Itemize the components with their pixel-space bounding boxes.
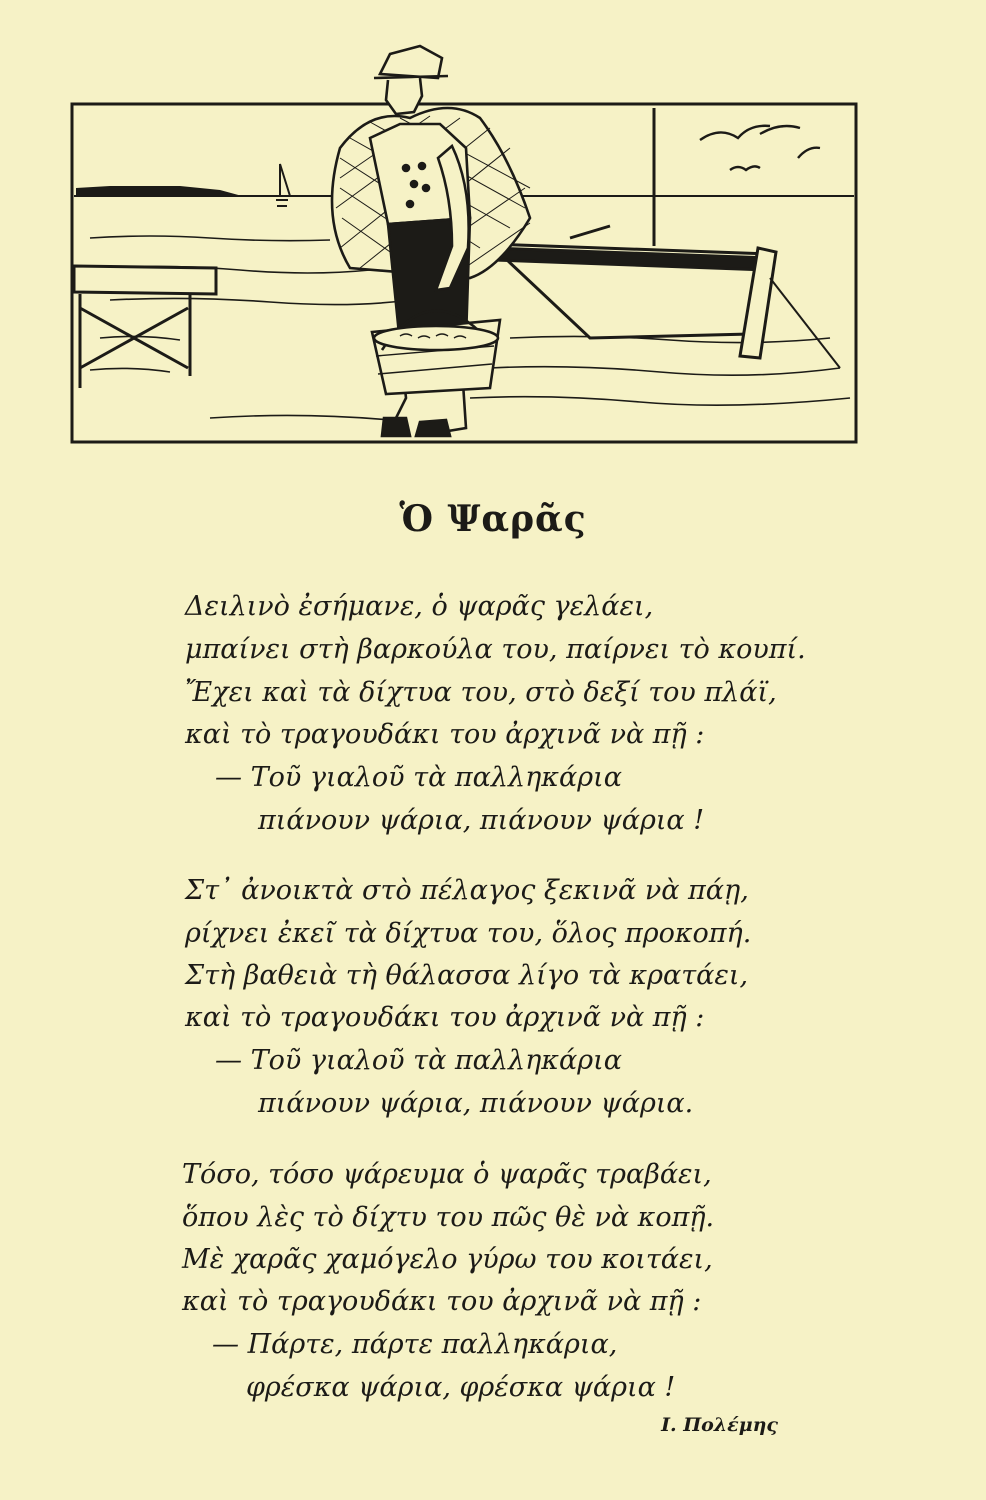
poem-refrain-line: — Τοῦ γιαλοῦ τὰ παλληκάρια bbox=[215, 762, 622, 793]
fisherman-with-net-icon bbox=[70, 38, 860, 446]
poem-title: Ὁ Ψαρᾶς bbox=[399, 498, 587, 540]
poem-refrain-line: — Πάρτε, πάρτε παλληκάρια, bbox=[212, 1329, 618, 1360]
fisherman-illustration bbox=[70, 38, 860, 446]
poem-line: ρίχνει ἐκεῖ τὰ δίχτυα του, ὅλος προκοπή. bbox=[185, 918, 752, 949]
poem-line: Στὴ βαθειὰ τὴ θάλασσα λίγο τὰ κρατάει, bbox=[185, 960, 749, 991]
poem-line: Μὲ χαρᾶς χαμόγελο γύρω του κοιτάει, bbox=[182, 1244, 713, 1275]
poem-line: καὶ τὸ τραγουδάκι του ἀρχινᾶ νὰ πῇ : bbox=[185, 1002, 705, 1033]
poem-refrain-line: — Τοῦ γιαλοῦ τὰ παλληκάρια bbox=[215, 1045, 622, 1076]
poem-refrain-line: πιάνουν ψάρια, πιάνουν ψάρια ! bbox=[258, 805, 705, 836]
poem-line: μπαίνει στὴ βαρκούλα του, παίρνει τὸ κουπί. bbox=[185, 634, 806, 665]
poem-line: Τόσο, τόσο ψάρευμα ὁ ψαρᾶς τραβάει, bbox=[182, 1159, 712, 1190]
poem-refrain-line: φρέσκα ψάρια, φρέσκα ψάρια ! bbox=[246, 1372, 676, 1403]
poem-line: Ἔχει καὶ τὰ δίχτυα του, στὸ δεξί του πλάϊ, bbox=[185, 677, 777, 708]
author-signature: Ι. Πολέμης bbox=[661, 1414, 778, 1436]
poem-line: καὶ τὸ τραγουδάκι του ἀρχινᾶ νὰ πῇ : bbox=[182, 1286, 702, 1317]
poem-refrain-line: πιάνουν ψάρια, πιάνουν ψάρια. bbox=[258, 1088, 694, 1119]
poem-line: Στ᾽ ἀνοικτὰ στὸ πέλαγος ξεκινᾶ νὰ πάῃ, bbox=[185, 875, 749, 906]
poem-line: καὶ τὸ τραγουδάκι του ἀρχινᾶ νὰ πῇ : bbox=[185, 719, 705, 750]
poem-line: ὅπου λὲς τὸ δίχτυ του πῶς θὲ νὰ κοπῇ. bbox=[182, 1202, 715, 1233]
poem-line: Δειλινὸ ἐσήμανε, ὁ ψαρᾶς γελάει, bbox=[185, 591, 654, 622]
